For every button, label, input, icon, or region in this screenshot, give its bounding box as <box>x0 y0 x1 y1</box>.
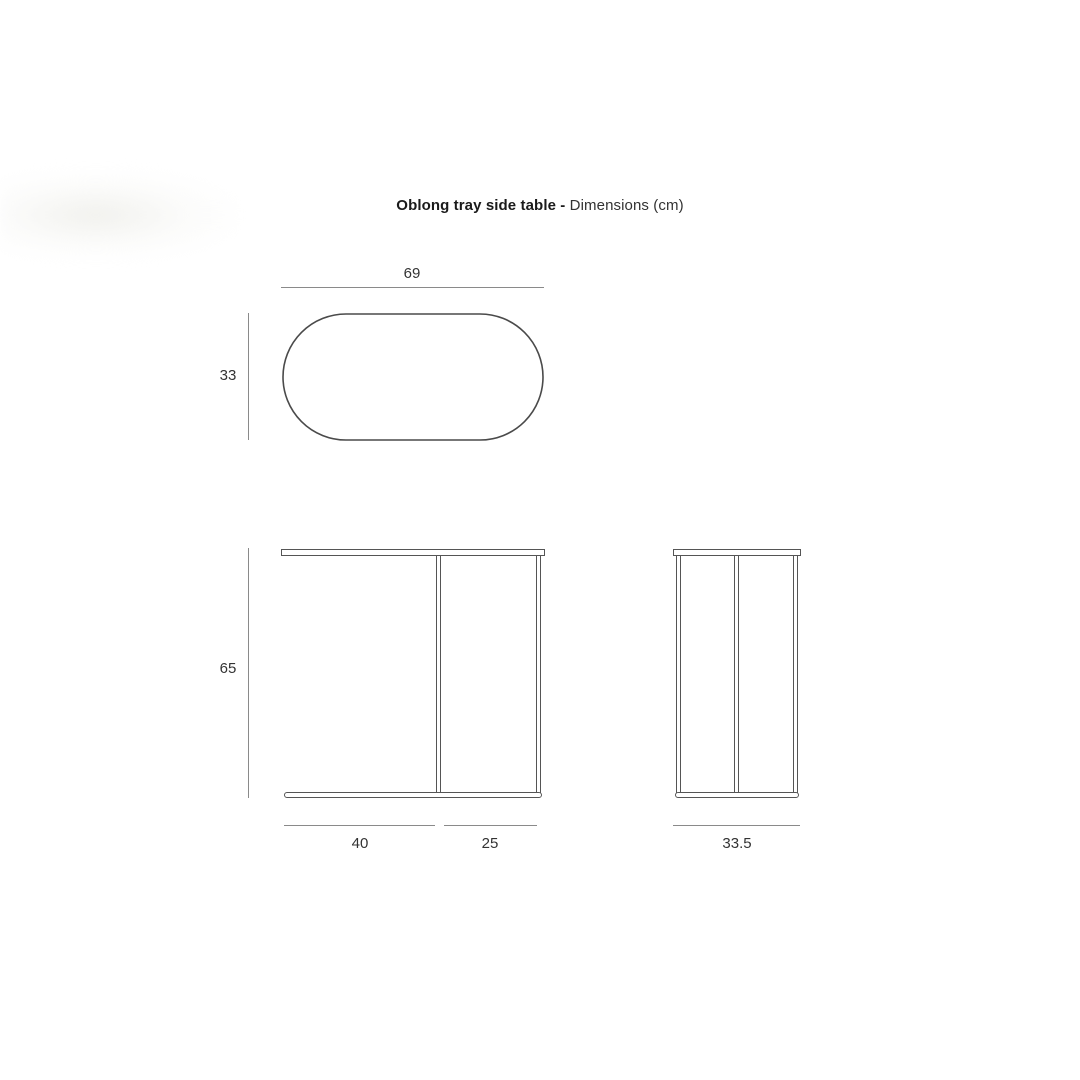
top-width-label: 69 <box>403 265 421 282</box>
side-center-leg <box>735 556 739 794</box>
side-base-rail <box>676 793 799 798</box>
side-right-leg <box>794 556 798 794</box>
front-right-segment-label: 25 <box>481 835 499 852</box>
top-depth-label: 33 <box>219 367 237 384</box>
top-view <box>249 288 545 441</box>
side-width-label: 33.5 <box>722 835 752 852</box>
title-separator: - <box>556 197 570 214</box>
front-left-segment-label: 40 <box>351 835 369 852</box>
side-view <box>673 550 801 826</box>
front-tabletop <box>282 550 545 556</box>
front-base-rail <box>285 793 542 798</box>
side-left-leg <box>677 556 681 794</box>
title-subtitle: Dimensions (cm) <box>569 197 684 214</box>
front-inner-leg <box>437 556 441 794</box>
front-view <box>249 548 545 826</box>
side-tabletop <box>674 550 801 556</box>
front-outer-leg <box>537 556 541 794</box>
oblong-tray-top <box>283 314 543 440</box>
front-height-label: 65 <box>219 660 237 677</box>
product-name: Oblong tray side table <box>396 197 557 214</box>
